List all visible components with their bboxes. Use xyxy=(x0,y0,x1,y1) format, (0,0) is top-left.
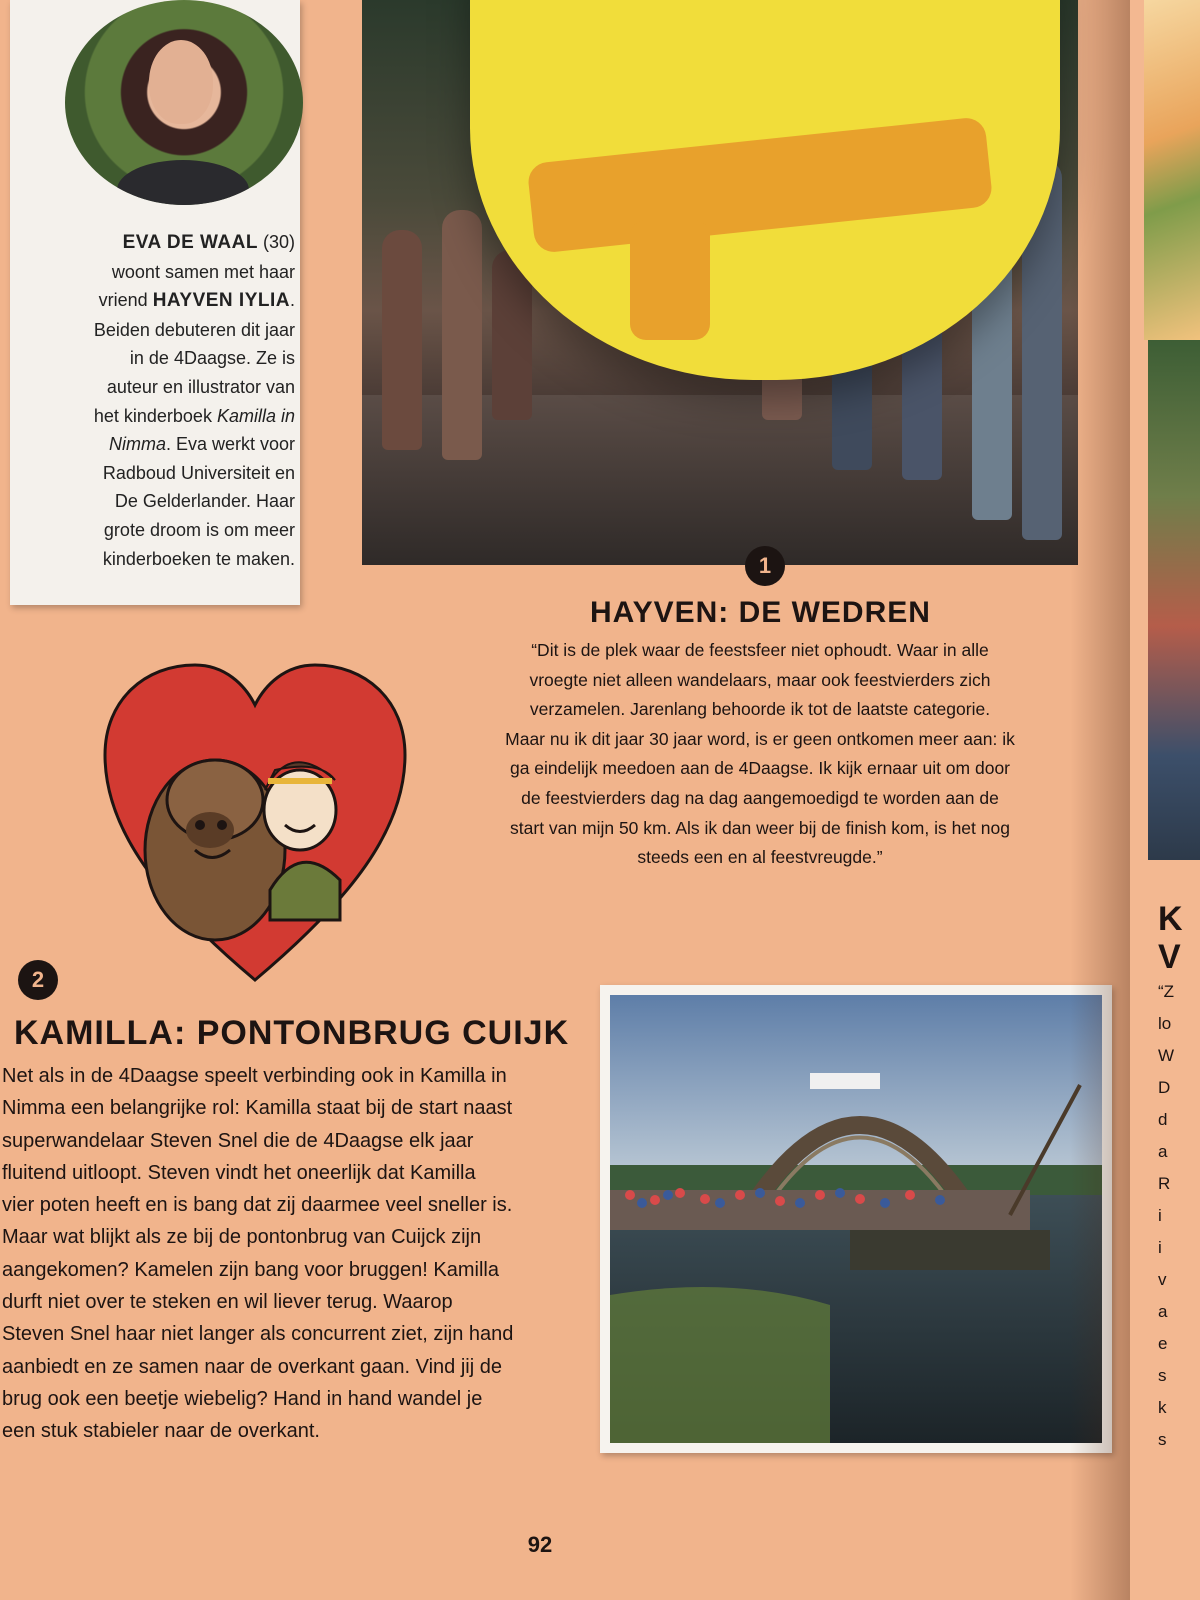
quote-line: start van mijn 50 km. Als ik dan weer bij de finish kom, is het nog xyxy=(510,817,1010,838)
body-line: vier poten heeft en is bang dat zij daarmee veel sneller is. xyxy=(2,1194,513,1217)
next-page-photo-top xyxy=(1144,0,1200,340)
body-line: Steven Snel haar niet langer als concurrent ziet, zijn hand xyxy=(2,1323,514,1346)
bio-line-2: vriend xyxy=(98,290,148,311)
quote-line: de feestvierders dag na dag aangemoedigd te worden aan de xyxy=(521,787,999,808)
next-page-photo-middle xyxy=(1148,340,1200,860)
body-line: Nimma een belangrijke rol: Kamilla staat bij de start naast xyxy=(2,1097,513,1120)
next-text-line: s xyxy=(1158,1430,1167,1449)
next-heading-line: V xyxy=(1158,938,1181,976)
partner-suffix: . xyxy=(289,290,295,311)
section-1-quote xyxy=(455,636,1065,873)
section-1-number: 1 xyxy=(745,546,785,586)
book-title-part: Kamilla in xyxy=(216,405,295,426)
next-text-line: i xyxy=(1158,1206,1162,1225)
section-2-body xyxy=(2,1060,582,1448)
next-text-line: a xyxy=(1158,1302,1168,1321)
heart-illustration xyxy=(100,660,410,990)
camel-illustration xyxy=(145,760,285,940)
section-2-title: KAMILLA: PONTONBRUG CUIJK xyxy=(14,1014,570,1052)
profile-card xyxy=(10,0,300,605)
partner-name: HAYVEN IYLIA xyxy=(152,290,290,312)
profile-age: (30) xyxy=(262,232,295,252)
bio-line-9: De Gelderlander. Haar xyxy=(114,491,295,512)
body-line: aangekomen? Kamelen zijn bang voor bruggen! Kamilla xyxy=(2,1258,499,1281)
quote-line: verzamelen. Jarenlang behoorde ik tot de laatste categorie. xyxy=(529,699,991,720)
section-2-number: 2 xyxy=(18,960,58,1000)
avatar xyxy=(65,0,303,205)
body-line: brug ook een beetje wiebelig? Hand in hand wandel je xyxy=(2,1387,483,1410)
quote-line: vroegte niet alleen wandelaars, maar ook feestvierders zich xyxy=(529,669,991,690)
next-text-line: e xyxy=(1158,1334,1168,1353)
next-text-line: a xyxy=(1158,1142,1168,1161)
quote-line: ga eindelijk meedoen aan de 4Daagse. Ik kijk ernaar uit om door xyxy=(509,758,1011,779)
profile-bio xyxy=(30,228,295,573)
quote-line: steeds een en al feestvreugde.” xyxy=(637,847,883,868)
body-line: aanbiedt en ze samen naar de overkant gaan. Vind jij de xyxy=(2,1355,502,1378)
profile-name: EVA DE WAAL xyxy=(122,232,258,253)
body-line: Maar wat blijkt als ze bij de pontonbrug van Cuijck zijn xyxy=(2,1226,482,1249)
next-text-line: v xyxy=(1158,1270,1167,1289)
bio-line-8: Radboud Universiteit en xyxy=(102,462,295,483)
next-heading-line: K xyxy=(1158,900,1183,938)
bridge-photo xyxy=(600,985,1112,1453)
section-1-title: HAYVEN: DE WEDREN xyxy=(590,596,931,629)
page-number: 92 xyxy=(527,1532,553,1557)
body-line: fluitend uitloopt. Steven vindt het oneerlijk dat Kamilla xyxy=(2,1161,476,1184)
bio-line-4: in de 4Daagse. Ze is xyxy=(129,348,295,369)
quote-line: Maar nu ik dit jaar 30 jaar word, is er geen ontkomen meer aan: ik xyxy=(505,728,1015,749)
next-text-line: “Z xyxy=(1158,982,1175,1001)
next-page-text xyxy=(1158,900,1200,1456)
quote-line: “Dit is de plek waar de feestsfeer niet ophoudt. Waar in alle xyxy=(531,640,989,660)
next-text-line: D xyxy=(1158,1078,1171,1097)
bio-line-7: . Eva werkt voor xyxy=(165,434,295,455)
book-title-end: Nimma xyxy=(108,434,166,455)
next-text-line: W xyxy=(1158,1046,1175,1065)
body-line: superwandelaar Steven Snel die de 4Daagse elk jaar xyxy=(2,1129,474,1152)
next-text-line: i xyxy=(1158,1238,1162,1257)
bio-line-3: Beiden debuteren dit jaar xyxy=(93,319,295,340)
next-text-line: s xyxy=(1158,1366,1167,1385)
bio-line-1: woont samen met haar xyxy=(111,261,295,282)
next-text-line: d xyxy=(1158,1110,1168,1129)
next-text-line: k xyxy=(1158,1398,1167,1417)
bio-line-11: kinderboeken te maken. xyxy=(102,548,295,569)
body-line: durft niet over te steken en wil liever terug. Waarop xyxy=(2,1291,453,1314)
next-text-line: lo xyxy=(1158,1014,1172,1033)
next-text-line: R xyxy=(1158,1174,1171,1193)
bio-line-5: auteur en illustrator van xyxy=(106,376,295,397)
bio-line-10: grote droom is om meer xyxy=(103,519,295,540)
body-line: een stuk stabieler naar de overkant. xyxy=(2,1420,320,1443)
bio-line-6: het kinderboek xyxy=(93,405,212,426)
next-page-edge xyxy=(1130,0,1200,1600)
body-line: Net als in de 4Daagse speelt verbinding ook in Kamilla in xyxy=(2,1065,507,1087)
